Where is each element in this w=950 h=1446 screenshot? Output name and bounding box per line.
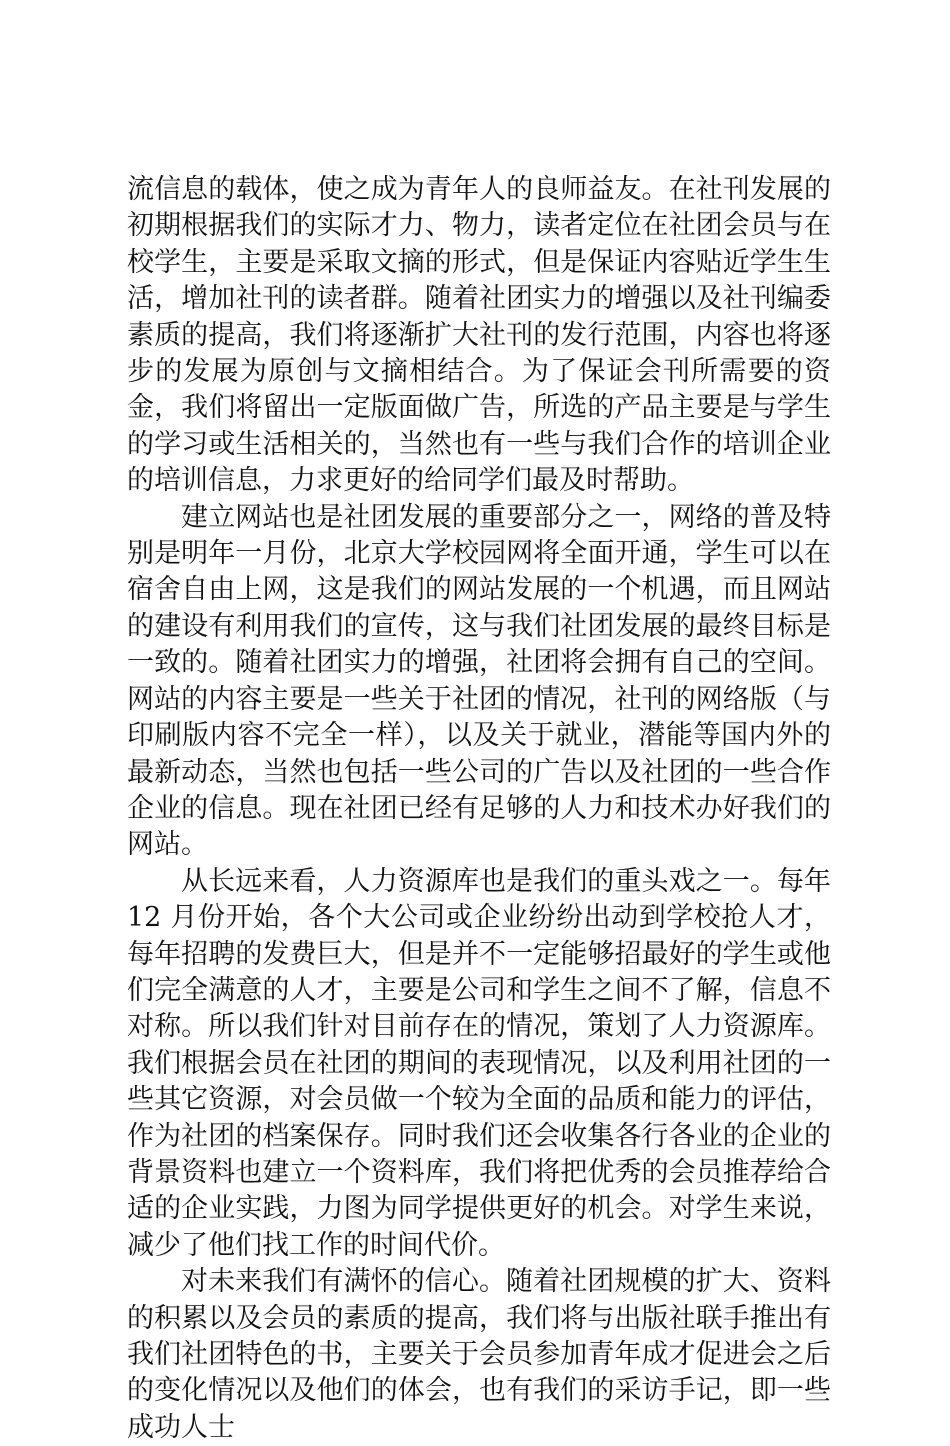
paragraph-4: 对未来我们有满怀的信心。随着社团规模的扩大、资料的积累以及会员的素质的提高，我们将与出版社联手推出有我们社团特色的书，主要关于会员参加青年成才促进会之后的变化情况以及他们的体会，也有我们的采访手记，即一些成功人士	[127, 1266, 831, 1443]
paragraph-2: 建立网站也是社团发展的重要部分之一，网络的普及特别是明年一月份，北京大学校园网将全面开通，学生可以在宿舍自由上网，这是我们的网站发展的一个机遇，而且网站的建设有利用我们的宣传，这与我们社团发展的最终目标是一致的。随着社团实力的增强，社团将会拥有自己的空间。网站的内容主要是一些关于社团的情况，社刊的网络版（与印刷版内容不完全一样），以及关于就业，潜能等国内外的最新动态，当然也包括一些公司的广告以及社团的一些合作企业的信息。现在社团已经有足够的人力和技术办好我们的网站。	[127, 501, 831, 861]
document-body	[127, 172, 831, 1446]
paragraph-3: 从长远来看，人力资源库也是我们的重头戏之一。每年 12 月份开始，各个大公司或企业纷纷出动到学校抢人才，每年招聘的发费巨大，但是并不一定能够招最好的学生或他们完全满意的人才，主要是公司和学生之间不了解，信息不对称。所以我们针对目前存在的情况，策划了人力资源库。我们根据会员在社团的期间的表现情况，以及利用社团的一些其它资源，对会员做一个较为全面的品质和能力的评估，作为社团的档案保存。同时我们还会收集各行各业的企业的背景资料也建立一个资料库，我们将把优秀的会员推荐给合适的企业实践，力图为同学提供更好的机会。对学生来说，减少了他们找工作的时间代价。	[127, 865, 831, 1261]
paragraph-1: 流信息的载体，使之成为青年人的良师益友。在社刊发展的初期根据我们的实际才力、物力，读者定位在社团会员与在校学生，主要是采取文摘的形式，但是保证内容贴近学生生活，增加社刊的读者群。随着社团实力的增强以及社刊编委素质的提高，我们将逐渐扩大社刊的发行范围，内容也将逐步的发展为原创与文摘相结合。为了保证会刊所需要的资金，我们将留出一定版面做广告，所选的产品主要是与学生的学习或生活相关的，当然也有一些与我们合作的培训企业的培训信息，力求更好的给同学们最及时帮助。	[127, 174, 831, 497]
